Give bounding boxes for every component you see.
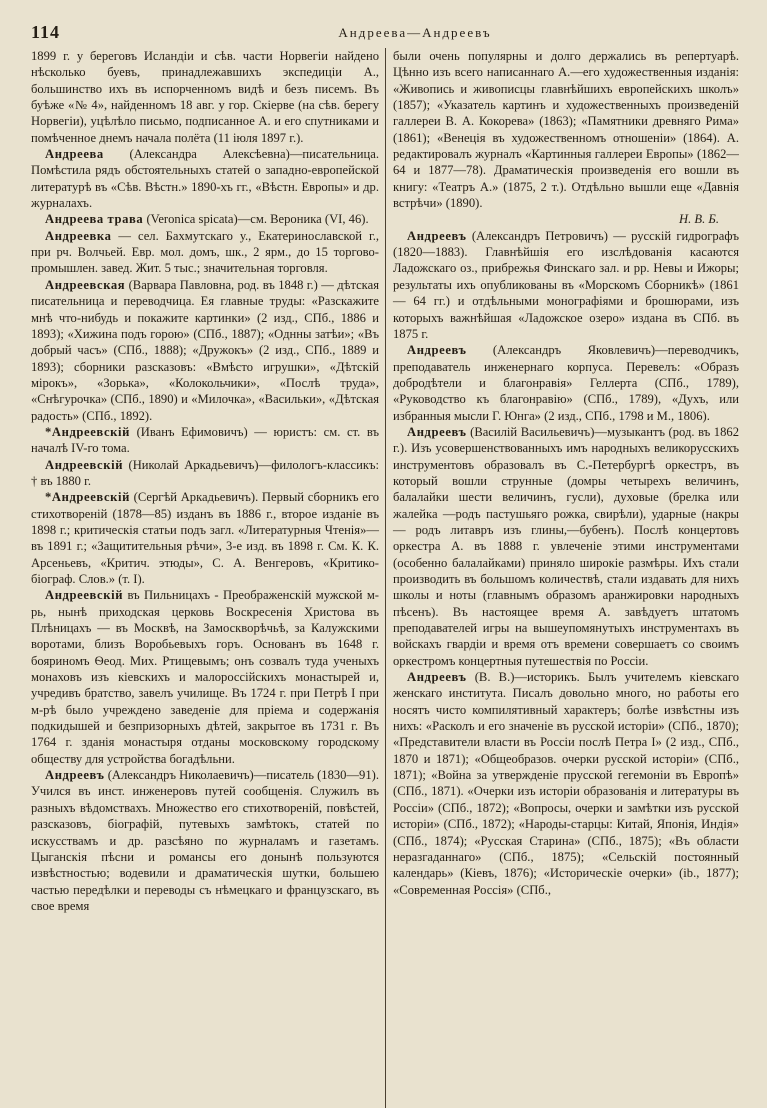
entry-headword: Андреевъ — [407, 670, 467, 685]
page-number: 114 — [31, 22, 61, 42]
article-entry — [31, 228, 379, 277]
left-column — [31, 48, 385, 1108]
article-entry — [31, 489, 379, 587]
entry-headword: Андреевскій — [45, 457, 124, 472]
entry-text: были очень популярны и долго держались въ репертуарѣ. Цѣнно изъ всего написаннаго А.—его художественныя изданія: «Живопись и живописцы главнѣйшихъ европейскихъ школъ» (1857); «Указатель картинъ и художественныхъ произведеній галлереи В. А. Кокорева» (1863); «Памятники древняго Рима» (1861); «Венеція въ художественномъ отношеніи» (1864). А. редактировалъ журналъ «Картинныя галлереи Европы» (1862—64 и 1877—78). Драматическія произведенія его вошли въ книгу: «Театръ А.» (1875, 2 т.). Отдѣльно вышли еще «Давнія встрѣчи» (1890). — [393, 49, 739, 211]
right-column — [385, 48, 739, 1108]
author-signature: Н. В. Б. — [679, 212, 719, 227]
entry-text: — сел. Бахмутскаго у., Екатеринославской г., при рч. Волчьей. Евр. мол. домъ, шк., 2 ярм., до 15 торгово-промышлен. завед. Жит. 5 тыс.; значительная торговля. — [31, 228, 379, 276]
entry-text: (Василій Васильевичъ)—музыкантъ (род. въ 1862 г.). Изъ усовершенствованныхъ имъ народныхъ великорусскихъ инструментовъ образовалъ въ С.-Петербургѣ оркестръ, въ который вошли струнные (домры четырехъ величинъ, балалайки шести величинъ, гусли), духовые (брелка или жалейка —родъ пастушьяго рожка, свирѣли), ударные (накры — родъ литавръ изъ глины,—бубенъ). Послѣ концертовъ оркестра А. въ 1888 г. увлеченіе этими инструментами (особенно балалайками) приняло широкіе размѣры. Ихъ стали производить въ большомъ количествѣ, стали издавать для нихъ школы и ноты (главнымъ образомъ аранжировки народныхъ пѣсенъ). Въ настоящее время А. завѣдуетъ штатомъ преподавателей игры на вышеупомянутыхъ инструментахъ въ войскахъ гвардіи и время отъ времени совершаетъ со своимъ оркестромъ концертныя путешествія по Россіи. — [393, 424, 739, 668]
entry-headword: Андреевъ — [407, 343, 467, 358]
entry-headword: Андреевъ — [407, 228, 467, 243]
entry-text: (Александра Алексѣевна)—писательница. Помѣстила рядъ обстоятельныхъ статей о западно-европейской литературѣ въ «Сѣв. Вѣстн.» 1890-хъ гг., «Вѣстн. Европы» и др. журналахъ. — [31, 147, 379, 211]
entry-headword: Андреевская — [45, 277, 126, 292]
article-entry — [31, 48, 379, 146]
article-entry — [393, 342, 739, 424]
article-entry — [393, 228, 739, 342]
entry-headword: Андреевскій — [45, 588, 124, 603]
article-entry — [31, 424, 379, 457]
entry-text: (Николай Аркадьевичъ)—филологъ-классикъ: † въ 1880 г. — [31, 457, 379, 488]
article-entry — [31, 146, 379, 211]
entry-headword: *Андреевскій — [45, 424, 130, 439]
entry-text: 1899 г. у береговъ Исландіи и сѣв. части Норвегіи найдено нѣсколько буевъ, принадлежавшихъ экспедиціи А., большинство ихъ въ испорченномъ видѣ и безъ писемъ. Въ буѣже «№ 4», найденномъ 18 авг. у гор. Скіерве (на сѣв. берегу Норвегіи), уцѣлѣло письмо, подписанное А. и его спутниками и помѣченное днемъ начала полёта (11 іюля 1897 г.). — [31, 49, 379, 145]
article-entry — [393, 48, 739, 211]
article-entry — [31, 211, 379, 227]
running-head: Андреева—Андреевъ — [338, 25, 492, 40]
entry-headword: *Андреевскій — [45, 490, 130, 505]
page-header — [31, 22, 739, 48]
article-entry — [31, 277, 379, 424]
article-entry — [393, 669, 739, 898]
entry-headword: Андреева — [45, 147, 104, 162]
entry-text: (Александръ Николаевичъ)—писатель (1830—91). Учился въ инст. инженеровъ путей сообщенія. Служилъ въ разныхъ вѣдомствахъ. Множество его стихотвореній, повѣстей, разсказовъ, біографій, путевыхъ замѣтокъ, статей по искусствамъ и др. разсѣяно по журналамъ и газетамъ. Цыганскія пѣсни и романсы его донынѣ пользуются извѣстностью; водевили и драматическія шутки, большею частью передѣлки и переводы съ нѣмецкаго и французскаго, въ свое время — [31, 768, 379, 913]
entry-headword: Андреевка — [45, 228, 112, 243]
entry-headword: Андреевъ — [407, 424, 467, 439]
entry-text: (Иванъ Ефимовичъ) — юристъ: см. ст. въ началѣ IV-го тома. — [31, 424, 379, 456]
entry-text: (Александръ Яковлевичъ)—переводчикъ, преподаватель инженернаго корпуса. Перевелъ: «Образъ добродѣтели и благонравія» Геллерта (СПб., 1789), «Руководство къ благонравію» (СПб., 1789), «Духъ, или избранныя мысли Г. Юнга» (2 изд., СПб., 1798 и М., 1806). — [393, 343, 739, 423]
entry-text: (Варвара Павловна, род. въ 1848 г.) — дѣтская писательница и переводчица. Ея главные труды: «Разскажите мнѣ что-нибудь и покажите картинки» (2 изд., СПб., 1886 и 1893); «Хижина подъ горою» (СПб., 1887); «Однны затѣи»; «Въ добрый часъ» (СПб., 1888); «Дружокъ» (2 изд., СПб., 1889 и 1893); сборники разсказовъ: «Вмѣсто игрушки», «Дѣтскій мірокъ», «Зорька», «Колокольчики», «Послѣ труда», «Снѣгурочка» (СПб., 1890) и «Милочка», «Васильки», «Дѣтская радость» (СПб., 1892). — [31, 277, 379, 423]
text-columns — [31, 48, 739, 1108]
entry-text: (Veronica spicata)—см. Вероника (VI, 46). — [143, 212, 369, 227]
entry-text: въ Пильницахъ - Преображенскій мужской м-рь, нынѣ приходская церковь Воскресенія Христова въ Плѣницахъ — въ Москвѣ, на Замоскворѣчьѣ, за Калужскими воротами, близъ Воробьевыхъ горъ. Основанъ въ 1648 г. бояриномъ Ѳеод. Мих. Ртищевымъ; онъ созвалъ туда ученыхъ монаховъ изъ кіевскихъ и малороссійскихъ монастырей и, учредивъ братство, завелъ училище. Въ 1724 г. при Петрѣ I при м-рѣ было учреждено заведеніе для пріема и содержанія подкидышей и безпризорныхъ дѣтей, закрытое въ 1731 г. Въ 1764 г. зданія монастыря отданы московскому городскому обществу для устройства богадѣльни. — [31, 588, 379, 766]
entry-headword: Андреевъ — [45, 768, 105, 783]
entry-text: (Александръ Петровичъ) — русскій гидрографъ (1820—1883). Главнѣйшія его изслѣдованія касаются Ладожскаго оз., прибрежья Финскаго зал. и рр. Невы и Ижоры; результаты ихъ опубликованы въ «Морскомъ Сборникѣ» (1861 — 64 гг.) и отдѣльными монографіями и брошюрами, изъ которыхъ важнѣйшая «Ладожское озеро» издана въ СПб. въ 1875 г. — [393, 228, 739, 341]
entry-text: (Сергѣй Аркадьевичъ). Первый сборникъ его стихотвореній (1878—85) изданъ въ 1886 г., второе изданіе въ 1898 г.; критическія статьи подъ загл. «Литературныя Чтенія»—въ 1891 г.; «Защитительныя рѣчи», 3-е изд. въ 1898 г. См. К. К. Арсеньевъ, «Критич. этюды», С. А. Венгеровъ, «Критико-біограф. Слов.» (т. I). — [31, 490, 379, 586]
article-entry — [31, 587, 379, 767]
article-entry — [31, 767, 379, 914]
article-entry — [31, 457, 379, 490]
article-entry — [393, 424, 739, 669]
entry-headword: Андреева трава — [45, 212, 144, 227]
entry-text: (В. В.)—историкъ. Былъ учителемъ кіевскаго женскаго института. Писалъ довольно много, но работы его носятъ чисто компилятивный характеръ; болѣе извѣстны изъ нихъ: «Расколъ и его значеніе въ русской исторіи» (СПб., 1870); «Представители власти въ Россіи послѣ Петра I» (2 изд., СПб., 1870 и 1871); «Общеобразов. очерки русской исторіи» (СПб., 1871); «Война за утвержденіе прусской гегемоніи въ Европѣ» (СПб., 1871). «Очерки изъ исторіи образованія и литературы въ Россіи» (СПб., 1872); «Вопросы, очерки и замѣтки изъ русской исторіи» (СПб., 1872); «Народы-старцы: Китай, Японія, Индія» (СПб., 1874); «Русская Старина» (СПб., 1875); «Въ области неразгаданнаго» (СПб., 1875); «Сельскій постоянный календарь» (Кіевъ, 1876); «Историческіе очерки» (ib., 1877); «Современная Россія» (СПб., — [393, 670, 739, 897]
